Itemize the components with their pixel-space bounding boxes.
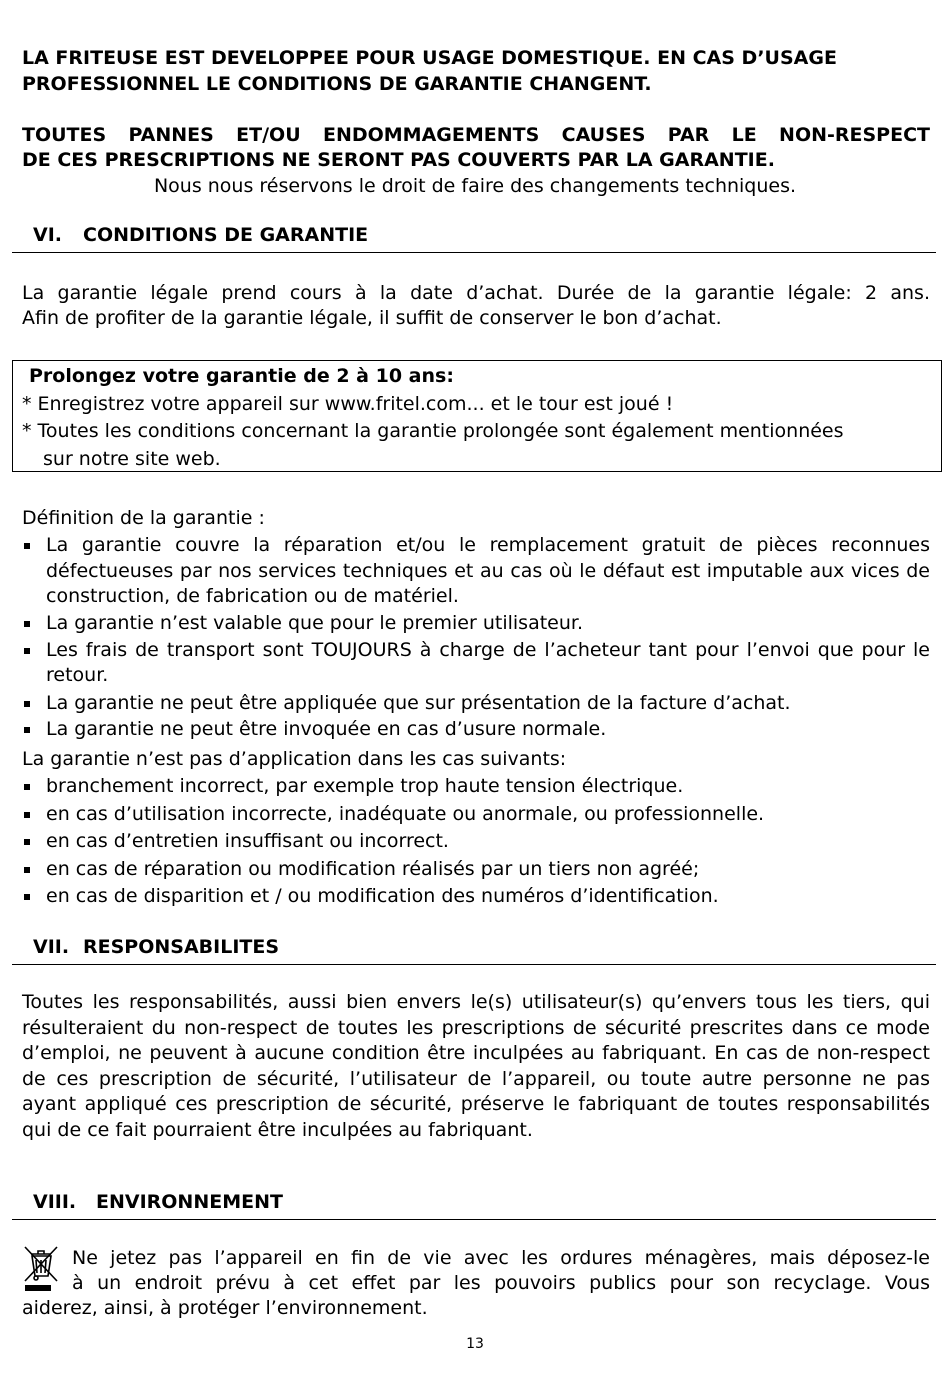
technical-changes-note: Nous nous réservons le droit de faire des changements techniques. xyxy=(153,175,797,197)
section-heading-vii xyxy=(12,934,936,965)
list-item: La garantie n’est valable que pour le premier utilisateur. xyxy=(22,611,930,637)
section-heading-viii xyxy=(12,1189,936,1220)
section-heading-vi xyxy=(12,222,936,253)
bullet-icon xyxy=(24,894,30,900)
exclusions-label: La garantie n’est pas d’application dans les cas suivants: xyxy=(22,748,567,770)
page-number: 13 xyxy=(466,1336,484,1352)
extended-warranty-item: * Enregistrez votre appareil sur www.fritel.com... et le tour est joué ! xyxy=(22,393,674,415)
section-number: VI. xyxy=(33,224,62,246)
extended-warranty-title: Prolongez votre garantie de 2 à 10 ans: xyxy=(29,365,454,387)
environment-text: à un endroit prévu à cet effet par les pouvoirs publics pour son recyclage. Vous xyxy=(72,1272,930,1294)
list-item: en cas d’entretien insuffisant ou incorrect. xyxy=(22,829,930,855)
exclusions-list xyxy=(22,774,930,910)
list-item: en cas d’utilisation incorrecte, inadéquate ou anormale, ou professionnelle. xyxy=(22,802,930,828)
bullet-icon xyxy=(24,784,30,790)
environment-text: aiderez, ainsi, à protéger l’environnement. xyxy=(22,1297,428,1319)
list-item: en cas de disparition et / ou modification des numéros d’identification. xyxy=(22,884,930,910)
section-number: VIII. xyxy=(33,1191,77,1213)
list-item: Les frais de transport sont TOUJOURS à charge de l’acheteur tant pour l’envoi que pour le retour. xyxy=(22,638,930,691)
legal-warranty-text: La garantie légale prend cours à la date d’achat. Durée de la garantie légale: 2 ans. xyxy=(22,282,930,304)
responsibility-paragraph: Toutes les responsabilités, aussi bien envers le(s) utilisateur(s) qu’envers tous les tiers, qui résulteraient du non-respect de toutes les prescriptions de sécurité prescrites dans ce mode d’emploi, ne peuvent à aucune condition être inculpées au fabriquant. En cas de non-respect de ces prescription de sécurité, l’utilisateur de l’appareil, ou toute autre personne ne pas ayant appliqué ces prescription de sécurité, préserve le fabriquant de toutes responsabilités qui de ce fait pourraient être inculpées au fabriquant. xyxy=(22,991,930,1141)
legal-warranty-text: Afin de profiter de la garantie légale, il suffit de conserver le bon d’achat. xyxy=(22,307,722,329)
list-item: en cas de réparation ou modification réalisés par un tiers non agréé; xyxy=(22,857,930,883)
section-title: RESPONSABILITES xyxy=(83,936,280,958)
warning-line: PROFESSIONNEL LE CONDITIONS DE GARANTIE CHANGENT. xyxy=(22,73,652,95)
definition-list xyxy=(22,533,930,743)
extended-warranty-item: * Toutes les conditions concernant la garantie prolongée sont également mentionnées xyxy=(22,420,844,442)
bullet-icon xyxy=(24,543,30,549)
extended-warranty-item: sur notre site web. xyxy=(43,448,221,470)
list-item: La garantie ne peut être appliquée que sur présentation de la facture d’achat. xyxy=(22,691,930,717)
list-item: La garantie ne peut être invoquée en cas d’usure normale. xyxy=(22,717,930,743)
bullet-icon xyxy=(24,867,30,873)
bullet-icon xyxy=(24,727,30,733)
bullet-icon xyxy=(24,701,30,707)
warning-line: DE CES PRESCRIPTIONS NE SERONT PAS COUVERTS PAR LA GARANTIE. xyxy=(22,149,775,171)
bullet-icon xyxy=(24,839,30,845)
bullet-icon xyxy=(24,812,30,818)
definition-label: Définition de la garantie : xyxy=(22,507,265,529)
list-item: La garantie couvre la réparation et/ou le remplacement gratuit de pièces reconnues défectueuses par nos services techniques et au cas où le défaut est imputable aux vices de construction, de fabrication ou de matériel. xyxy=(22,533,930,611)
crossed-out-wheelie-bin-icon xyxy=(22,1244,60,1292)
environment-text: Ne jetez pas l’appareil en fin de vie avec les ordures ménagères, mais déposez-le xyxy=(72,1247,930,1269)
bullet-icon xyxy=(24,648,30,654)
section-title: CONDITIONS DE GARANTIE xyxy=(83,224,369,246)
warning-line: TOUTES PANNES ET/OU ENDOMMAGEMENTS CAUSES PAR LE NON-RESPECT xyxy=(22,124,930,146)
bullet-icon xyxy=(24,621,30,627)
list-item: branchement incorrect, par exemple trop haute tension électrique. xyxy=(22,774,930,800)
section-title: ENVIRONNEMENT xyxy=(96,1191,283,1213)
warning-line: LA FRITEUSE EST DEVELOPPEE POUR USAGE DOMESTIQUE. EN CAS D’USAGE xyxy=(22,47,837,69)
section-number: VII. xyxy=(33,936,70,958)
